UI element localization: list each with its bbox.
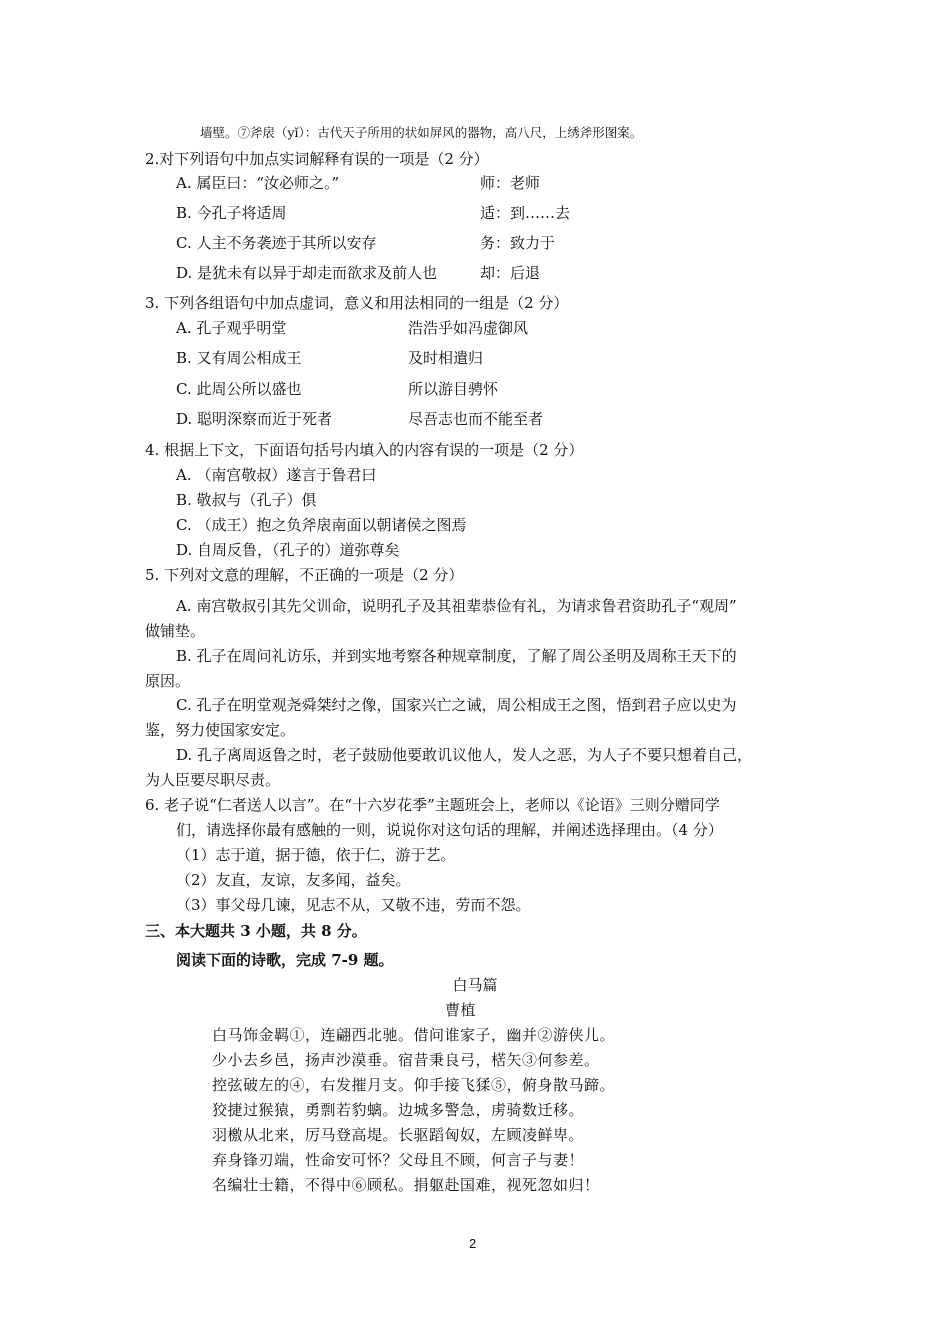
question-2-gloss-c: 务：致力于	[480, 234, 556, 252]
question-3-pair-a: 浩浩乎如冯虚御风	[408, 319, 529, 337]
section-3-heading: 三、本大题共 3 小题，共 8 分。	[145, 922, 367, 940]
question-4-option-c: C. （成王）抱之负斧扆南面以朝诸侯之图焉	[176, 516, 467, 534]
footnote-continuation: 墙壁。⑦斧扆（yǐ）：古代天子所用的状如屏风的器物，高八尺，上绣斧形图案。	[200, 125, 643, 140]
poem-author: 曹植	[445, 1001, 477, 1019]
question-3-option-b: B. 又有周公相成王	[176, 349, 302, 367]
question-6-quote-2: （2）友直，友谅，友多闻，益矣。	[176, 871, 411, 889]
question-6-quote-1: （1）志于道，据于德，依于仁，游于艺。	[176, 846, 456, 864]
question-3-option-d: D. 聪明深察而近于死者	[176, 410, 333, 428]
question-5-option-b-line2: 原因。	[145, 672, 191, 690]
page-number: 2	[469, 1236, 477, 1251]
question-5-option-a-line2: 做铺垫。	[145, 622, 206, 640]
question-4-option-b: B. 敬叔与（孔子）俱	[176, 491, 317, 509]
poem-line-6: 弃身锋刃端，性命安可怀？父母且不顾，何言子与妻！	[212, 1151, 585, 1169]
question-3-option-a: A. 孔子观乎明堂	[176, 319, 287, 337]
question-3-stem: 3. 下列各组语句中加点虚词，意义和用法相同的一组是（2 分）	[145, 294, 569, 312]
question-2-gloss-b: 适：到……去	[480, 204, 571, 222]
poem-line-5: 羽檄从北来，厉马登高堤。长驱蹈匈奴，左顾凌鲜卑。	[212, 1126, 585, 1144]
section-3-intro: 阅读下面的诗歌，完成 7-9 题。	[176, 951, 394, 969]
question-5-stem: 5. 下列对文意的理解，不正确的一项是（2 分）	[145, 566, 464, 584]
question-5-option-a-line1: A. 南宫敬叔引其先父训命，说明孔子及其祖辈恭俭有礼，为请求鲁君资助孔子“观周”	[176, 597, 737, 615]
poem-line-2: 少小去乡邑，扬声沙漠垂。宿昔秉良弓，楛矢③何参差。	[212, 1051, 600, 1069]
question-6-quote-3: （3）事父母几谏，见志不从，又敬不违，劳而不怨。	[176, 896, 531, 914]
question-2-stem: 2.对下列语句中加点实词解释有误的一项是（2 分）	[145, 150, 489, 168]
question-2-option-a: A. 属臣曰：“汝必师之。”	[176, 174, 340, 192]
poem-line-4: 狡捷过猴猿，勇剽若豹螭。边城多警急，虏骑数迁移。	[212, 1101, 585, 1119]
question-2-option-d: D. 是犹未有以异于却走而欲求及前人也	[176, 264, 438, 282]
poem-line-7: 名编壮士籍，不得中⑥顾私。捐躯赴国难，视死忽如归！	[212, 1176, 600, 1194]
question-6-stem-line1: 6. 老子说“仁者送人以言”。在“十六岁花季”主题班会上，老师以《论语》三则分赠同学	[145, 796, 720, 814]
question-5-option-c-line2: 鉴，努力使国家安定。	[145, 721, 296, 739]
question-2-gloss-d: 却：后退	[480, 264, 541, 282]
question-3-pair-c: 所以游目骋怀	[408, 380, 499, 398]
question-4-option-a: A. （南宫敬叔）遂言于鲁君曰	[176, 466, 377, 484]
question-2-gloss-a: 师：老师	[480, 174, 541, 192]
question-4-option-d: D. 自周反鲁，（孔子的）道弥尊矣	[176, 541, 400, 559]
question-5-option-b-line1: B. 孔子在周问礼访乐，并到实地考察各种规章制度，了解了周公圣明及周称王天下的	[176, 647, 737, 665]
question-3-pair-b: 及时相遣归	[408, 349, 484, 367]
poem-line-3: 控弦破左的④，右发摧月支。仰手接飞猱⑤，俯身散马蹄。	[212, 1076, 616, 1094]
question-3-pair-d: 尽吾志也而不能至者	[408, 410, 544, 428]
question-4-stem: 4. 根据上下文，下面语句括号内填入的内容有误的一项是（2 分）	[145, 441, 584, 459]
question-3-option-c: C. 此周公所以盛也	[176, 380, 302, 398]
question-5-option-c-line1: C. 孔子在明堂观尧舜桀纣之像，国家兴亡之诫，周公相成王之图，悟到君子应以史为	[176, 696, 737, 714]
question-2-option-b: B. 今孔子将适周	[176, 204, 287, 222]
question-5-option-d-line2: 为人臣要尽职尽责。	[145, 771, 281, 789]
poem-line-1: 白马饰金羁①，连翩西北驰。借问谁家子，幽并②游侠儿。	[212, 1026, 616, 1044]
question-6-stem-line2: 们，请选择你最有感触的一则，说说你对这句话的理解，并阐述选择理由。（4 分）	[176, 821, 723, 839]
question-5-option-d-line1: D. 孔子离周返鲁之时，老子鼓励他要敢讥议他人，发人之恶，为人子不要只想着自己，	[176, 746, 753, 764]
poem-title: 白马篇	[452, 976, 498, 994]
question-2-option-c: C. 人主不务袭迹于其所以安存	[176, 234, 377, 252]
